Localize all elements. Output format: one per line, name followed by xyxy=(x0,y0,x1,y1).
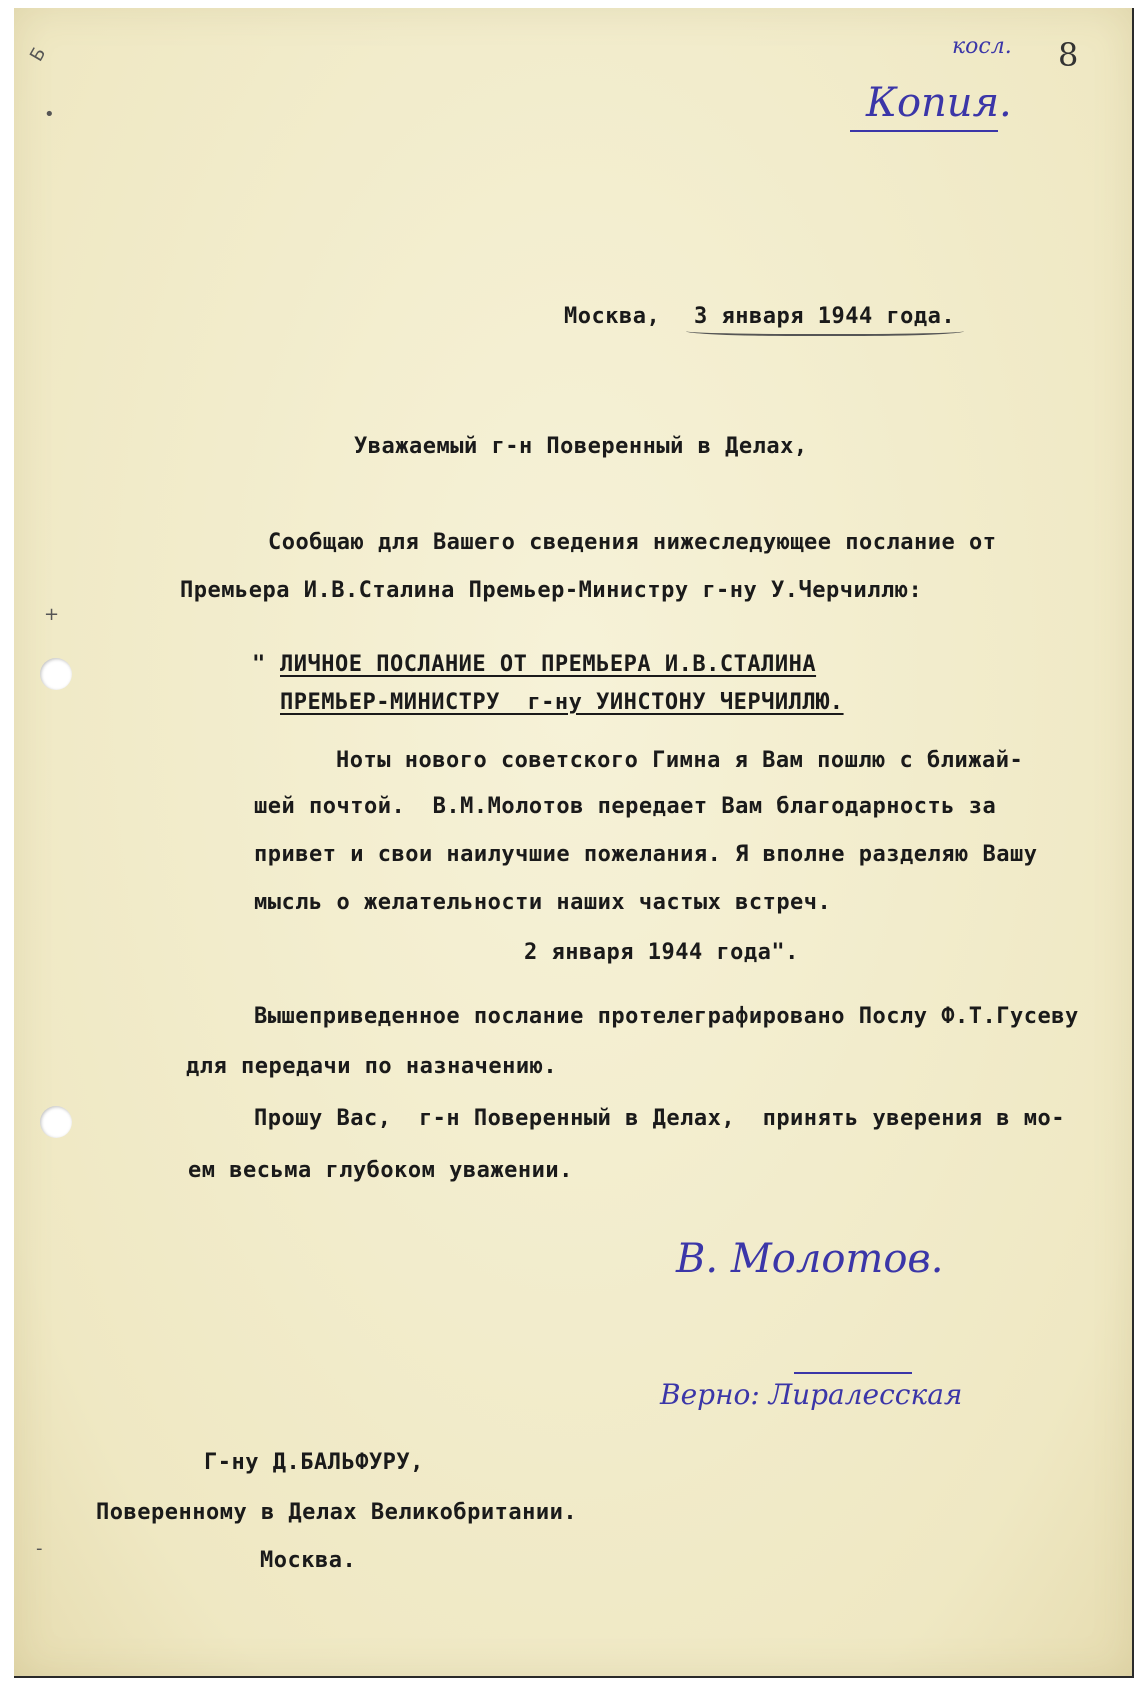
closing-line-1: Прошу Вас, г-н Поверенный в Делах, принять уверения в мо- xyxy=(254,1106,1065,1131)
after-line-2: для передачи по назначению. xyxy=(186,1054,558,1079)
margin-letter: Б xyxy=(25,43,51,66)
margin-tick: • xyxy=(44,104,55,125)
addressee-line-2: Поверенному в Делах Великобритании. xyxy=(96,1500,578,1525)
signature: В. Молотов. xyxy=(676,1236,944,1282)
intro-line-2: Премьера И.В.Сталина Премьер-Министру г-ну У.Черчиллю: xyxy=(180,578,923,603)
punch-hole-top xyxy=(40,658,72,690)
addressee-line-3: Москва. xyxy=(260,1548,357,1573)
message-title-line-2: ПРЕМЬЕР-МИНИСТРУ г-ну УИНСТОНУ ЧЕРЧИЛЛЮ. xyxy=(280,690,844,715)
verification-flourish xyxy=(794,1372,912,1374)
margin-tick: + xyxy=(44,604,60,625)
margin-tick: - xyxy=(36,1538,43,1559)
intro-line-1: Сообщаю для Вашего сведения нижеследующее послание от xyxy=(268,530,997,555)
message-body-line-2: шей почтой. В.М.Молотов передает Вам благодарность за xyxy=(254,794,997,819)
salutation: Уважаемый г-н Поверенный в Делах, xyxy=(354,434,808,459)
punch-hole-bottom xyxy=(40,1106,72,1138)
message-open-quote: " xyxy=(252,652,266,677)
verification-signature: Верно: Лиралесская xyxy=(660,1378,963,1411)
message-body-line-4: мысль о желательности наших частых встреч. xyxy=(254,890,832,915)
page-number: 8 xyxy=(1058,36,1079,74)
message-body-line-1: Ноты нового советского Гимна я Вам пошлю с ближай- xyxy=(336,748,1024,773)
place-prefix: Москва, xyxy=(564,304,661,329)
copy-mark: Копия. xyxy=(866,80,1012,126)
after-line-1: Вышеприведенное послание протелеграфировано Послу Ф.Т.Гусеву xyxy=(254,1004,1079,1029)
copy-underline xyxy=(850,130,998,132)
message-date: 2 января 1944 года". xyxy=(524,940,799,965)
date-underline xyxy=(686,324,964,336)
letter-date: 3 января 1944 года. xyxy=(694,304,956,329)
document-page xyxy=(14,8,1134,1678)
closing-line-2: ем весьма глубоком уважении. xyxy=(188,1158,573,1183)
addressee-line-1: Г-ну Д.БАЛЬФУРУ, xyxy=(204,1450,424,1475)
archive-note: косл. xyxy=(952,34,1012,59)
message-title-line-1: ЛИЧНОЕ ПОСЛАНИЕ ОТ ПРЕМЬЕРА И.В.СТАЛИНА xyxy=(280,652,817,677)
message-body-line-3: привет и свои наилучшие пожелания. Я вполне разделяю Вашу xyxy=(254,842,1038,867)
